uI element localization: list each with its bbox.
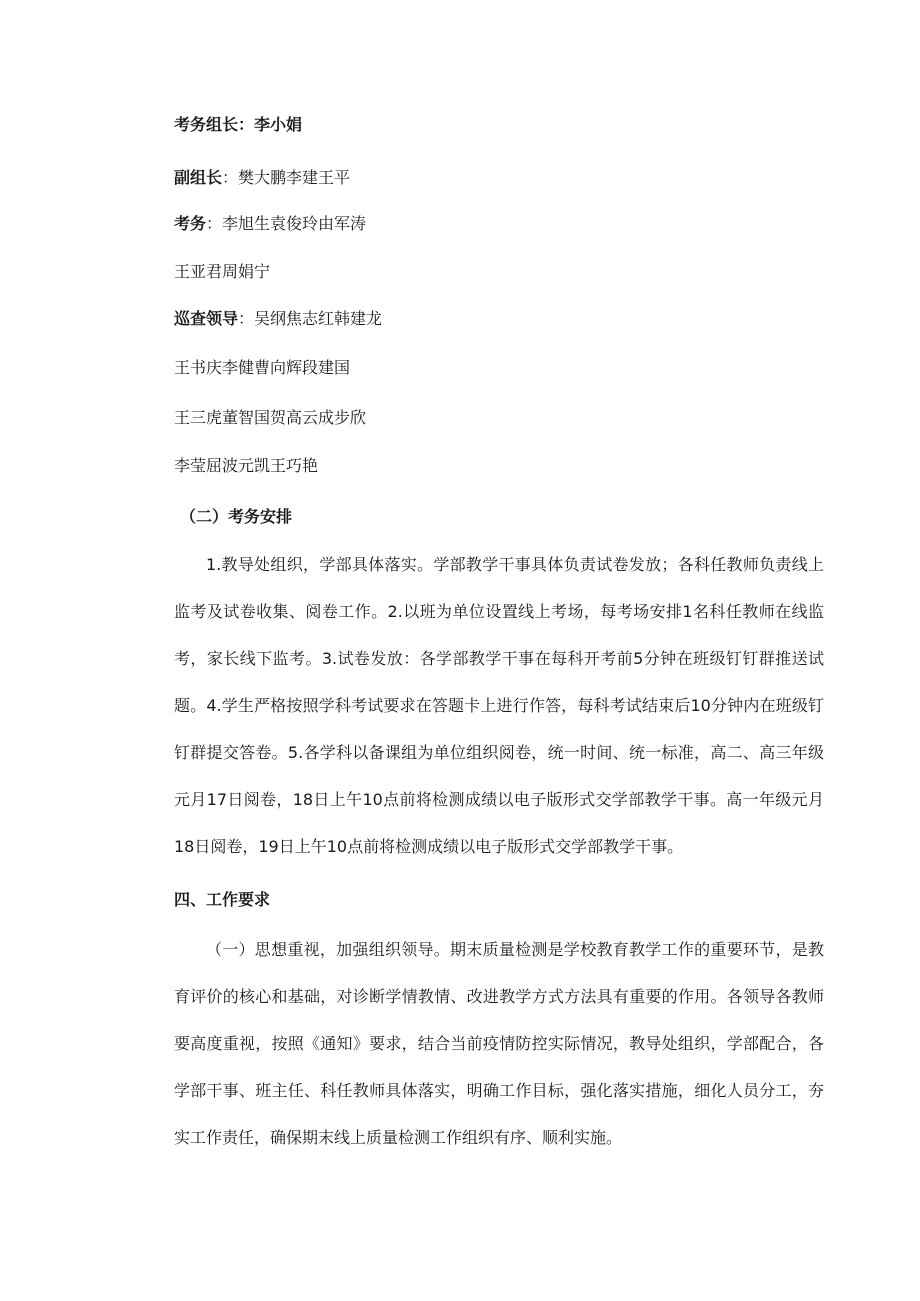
patrol-leader-names-2: 王书庆李健曹向辉段建国 (174, 358, 351, 377)
deputy-leader-line (174, 168, 350, 188)
exam-staff-label: 考务 (174, 214, 207, 233)
deputy-leader-label: 副组长 (174, 168, 223, 187)
exam-arrangement-body: 1.教导处组织，学部具体落实。学部教学干事具体负责试卷发放；各科任教师负责线上监考及试卷收集、阅卷工作。2.以班为单位设置线上考场，每考场安排1名科任教师在线监考，家长线下监考。3.试卷发放：各学部教学干事在每科开考前5分钟在班级钉钉群推送试题。4.学生严格按照学科考试要求在答题卡上进行作答，每科考试结束后10分钟内在班级钉钉群提交答卷。5.各学科以备课组为单位组织阅卷，统一时间、统一标准，高二、高三年级元月17日阅卷，18日上午10点前将检测成绩以电子版形式交学部教学干事。高一年级元月18日阅卷，19日上午10点前将检测成绩以电子版形式交学部教学干事。 (174, 555, 824, 856)
deputy-leader-names: ：樊大鹏李建王平 (222, 168, 351, 187)
exam-leader-label: 考务组长： (174, 115, 255, 134)
exam-staff-names-2: 王亚君周娟宁 (174, 262, 271, 281)
exam-staff-line (174, 214, 366, 234)
patrol-leader-line (174, 309, 382, 329)
work-requirements-heading: 四、工作要求 (174, 890, 271, 909)
exam-staff-names-1: ：李旭生袁俊玲由军涛 (206, 214, 367, 233)
exam-leader-name: 李小娟 (254, 115, 303, 134)
exam-leader-line (174, 115, 302, 135)
patrol-leader-names-1: ：吴纲焦志红韩建龙 (238, 309, 383, 328)
work-requirements-body: （一）思想重视，加强组织领导。期末质量检测是学校教育教学工作的重要环节，是教育评价的核心和基础，对诊断学情教情、改进教学方式方法具有重要的作用。各领导各教师要高度重视，按照《通知》要求，结合当前疫情防控实际情况，教导处组织，学部配合，各学部干事、班主任、科任教师具体落实，明确工作目标，强化落实措施，细化人员分工，夯实工作责任，确保期末线上质量检测工作组织有序、顺利实施。 (174, 940, 824, 1147)
patrol-leader-label: 巡查领导 (174, 309, 239, 328)
patrol-leader-names-3: 王三虎董智国贺高云成步欣 (174, 408, 367, 427)
patrol-leader-names-4: 李莹屈波元凯王巧艳 (174, 456, 319, 475)
exam-arrangement-heading: （二）考务安排 (180, 507, 293, 526)
